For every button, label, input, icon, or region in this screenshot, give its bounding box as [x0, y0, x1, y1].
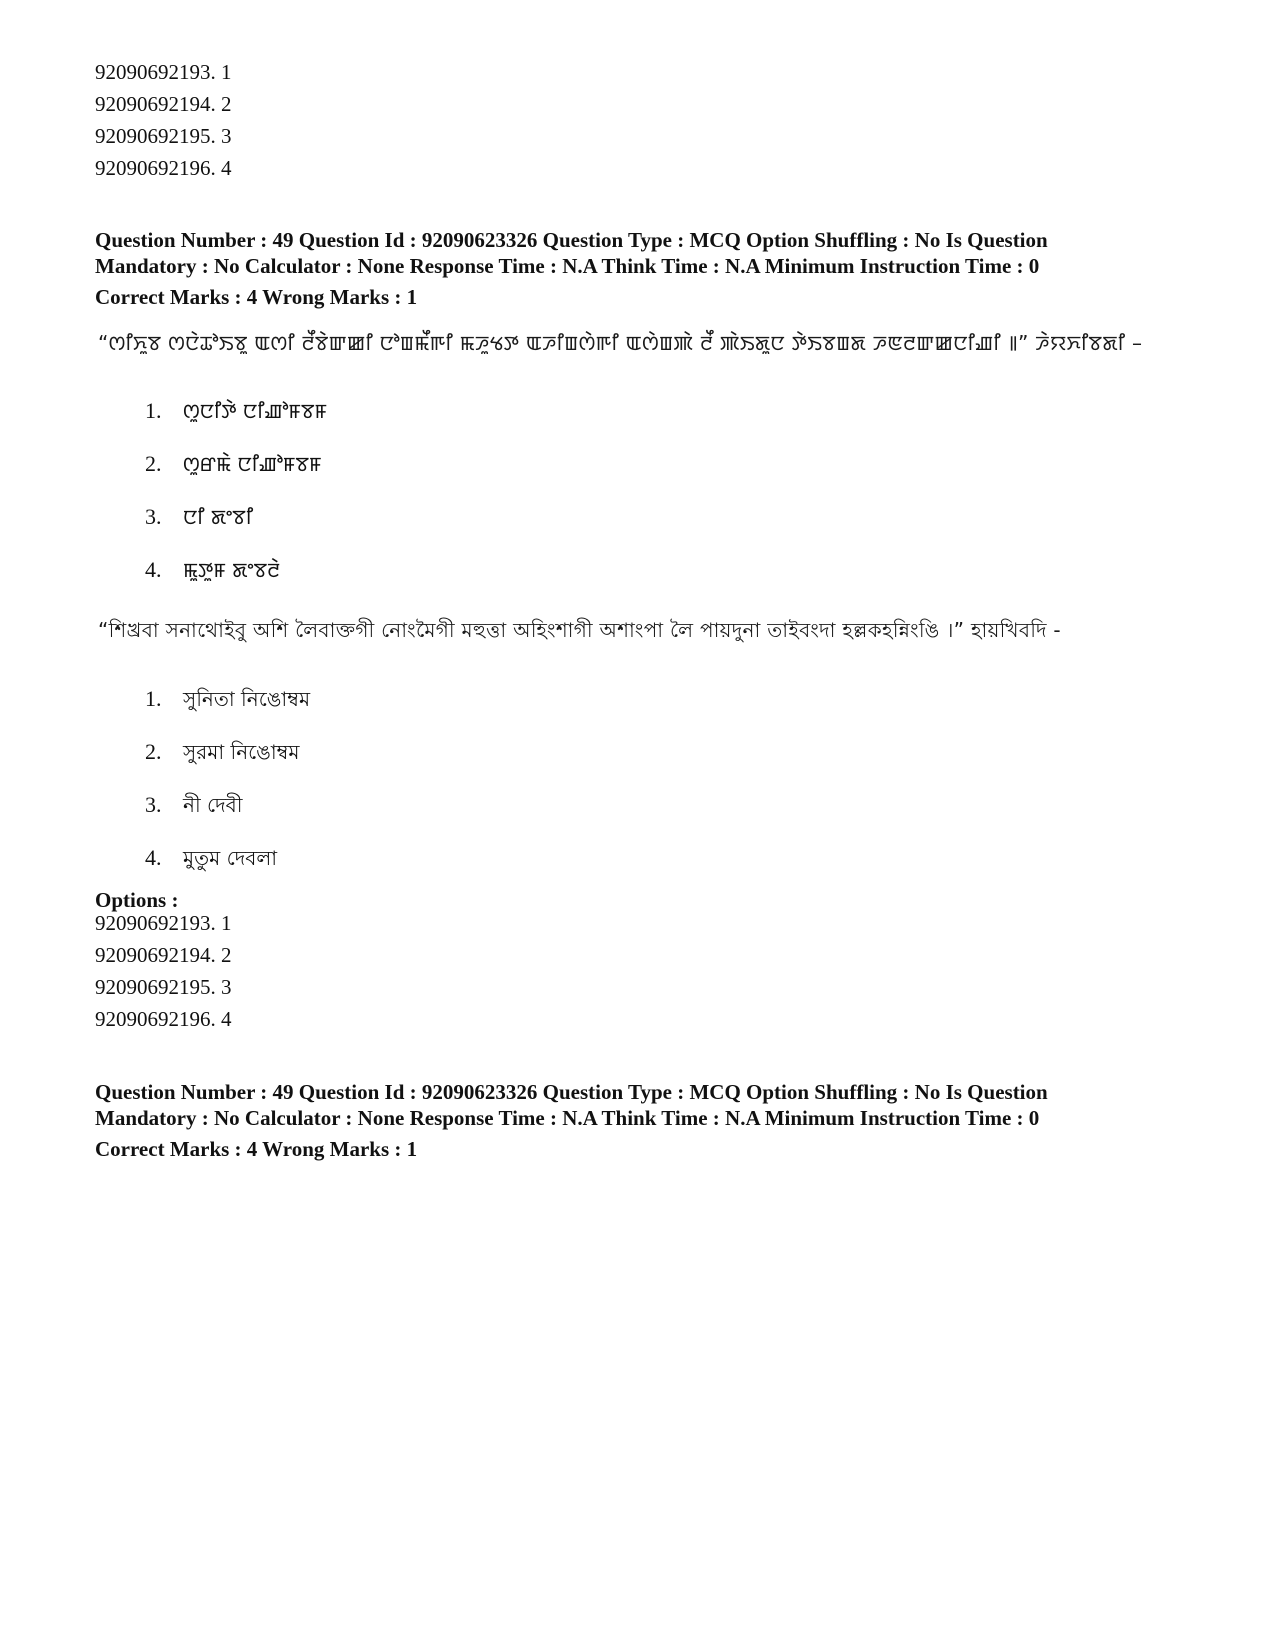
question-text-meitei: “ꯁꯤꯈꯨꯕ ꯁꯅꯥꯊꯣꯏꯕꯨ ꯑꯁꯤ ꯂꯩꯕꯥꯛꯀꯤ ꯅꯣꯡꯃꯩꯒꯤ ꯃꯍꯨꯠꯇ ꯑꯍꯤꯡꯁꯥꯒꯤ ꯑꯁꯥꯡꯄꯥ ꯂꯩ ꯄꯥꯏꯗꯨꯅ ꯇꯥꯏꯕꯡꯗ ꯍꯟꯂꯛꯀꯅꯤꯉꯤ ꯫” ꯍꯥꯌꯈꯤꯕꯗꯤ – — [98, 331, 1143, 355]
next-question-marks: Correct Marks : 4 Wrong Marks : 1 — [95, 1137, 418, 1161]
question-text-bengali: “শিখ্রবা সনাথোইবু অশি লৈবাক্তগী নোংমৈগী মহুত্তা অহিংশাগী অশাংপা লৈ পায়দুনা তাইবংদা হল্লকহন্নিংঙি ।” হায়খিবদি - — [98, 618, 1061, 642]
question-marks: Correct Marks : 4 Wrong Marks : 1 — [95, 285, 418, 309]
meitei-option-1: 1. ꯁꯨꯅꯤꯇꯥ ꯅꯤꯉꯣꯝꯕꯝ — [145, 398, 328, 423]
question-header-line1: Question Number : 49 Question Id : 92090623326 Question Type : MCQ Option Shuffling : No Is Question — [95, 228, 1048, 252]
top-option-3: 92090692195. 3 — [95, 124, 232, 148]
option-4: 92090692196. 4 — [95, 1007, 232, 1031]
bengali-option-2: 2. সুরমা নিঙোম্বম — [145, 739, 300, 764]
option-list — [95, 907, 232, 1035]
next-question-header-line2: Mandatory : No Calculator : None Response Time : N.A Think Time : N.A Minimum Instruction Time : 0 — [95, 1106, 1040, 1130]
top-option-list — [95, 56, 232, 184]
bengali-option-4: 4. মুতুম দেবলা — [145, 845, 278, 870]
top-option-2: 92090692194. 2 — [95, 92, 232, 116]
option-3: 92090692195. 3 — [95, 975, 232, 999]
meitei-option-3: 3. ꯅꯤ ꯗꯦꯕꯤ — [145, 504, 254, 529]
top-option-4: 92090692196. 4 — [95, 156, 232, 180]
option-1: 92090692193. 1 — [95, 911, 232, 935]
option-2: 92090692194. 2 — [95, 943, 232, 967]
options-heading: Options : — [95, 888, 179, 912]
meitei-option-2: 2. ꯁꯨꯔꯃꯥ ꯅꯤꯉꯣꯝꯕꯝ — [145, 451, 322, 476]
question-header-line2: Mandatory : No Calculator : None Response Time : N.A Think Time : N.A Minimum Instruction Time : 0 — [95, 254, 1040, 278]
top-option-1: 92090692193. 1 — [95, 60, 232, 84]
next-question-header-line1: Question Number : 49 Question Id : 92090623326 Question Type : MCQ Option Shuffling : No Is Question — [95, 1080, 1048, 1104]
bengali-option-3: 3. নী দেবী — [145, 792, 243, 817]
meitei-option-4: 4. ꯃꯨꯇꯨꯝ ꯗꯦꯕꯂꯥ — [145, 557, 281, 582]
bengali-option-1: 1. সুনিতা নিঙোম্বম — [145, 686, 311, 711]
